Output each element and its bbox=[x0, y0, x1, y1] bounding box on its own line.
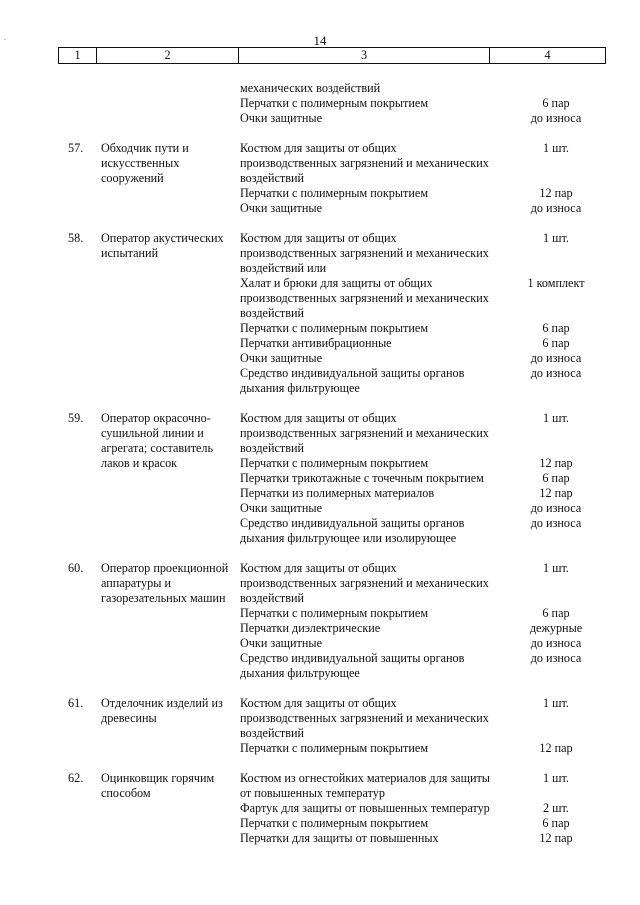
equipment-name: Фартук для защиты от повышенных температур bbox=[240, 801, 490, 815]
page-number: 14 bbox=[313, 33, 327, 48]
header-col-4: 4 bbox=[544, 48, 551, 62]
equipment-name: Перчатки с полимерным покрытием bbox=[240, 456, 429, 470]
equipment-item bbox=[240, 801, 604, 816]
equipment-item bbox=[240, 516, 604, 546]
header-col-2: 2 bbox=[97, 48, 239, 63]
table-row bbox=[58, 231, 604, 396]
equipment-item bbox=[240, 771, 604, 801]
profession-name: Оцинковщик горячим способом bbox=[101, 771, 215, 800]
equipment-quantity bbox=[490, 81, 604, 96]
equipment-name: Перчатки из полимерных материалов bbox=[240, 486, 435, 500]
equipment-quantity: 6 пар bbox=[542, 816, 570, 830]
equipment-quantity: 1 шт. bbox=[543, 696, 569, 710]
table-body bbox=[58, 81, 604, 861]
equipment-quantity: до износа bbox=[530, 516, 582, 530]
equipment-name: Перчатки с полимерным покрытием bbox=[240, 606, 429, 620]
equipment-name: Перчатки с полимерным покрытием bbox=[240, 96, 429, 110]
equipment-item bbox=[240, 606, 604, 621]
header-col-1: 1 bbox=[59, 48, 97, 63]
equipment-item bbox=[240, 471, 604, 486]
equipment-item bbox=[240, 411, 604, 456]
equipment-list bbox=[240, 411, 604, 546]
equipment-quantity: до износа bbox=[530, 111, 582, 125]
equipment-name: Перчатки для защиты от повышенных bbox=[240, 831, 439, 845]
equipment-item bbox=[240, 321, 604, 336]
equipment-quantity: до износа bbox=[530, 636, 582, 650]
table-row bbox=[58, 411, 604, 546]
table-row bbox=[58, 771, 604, 846]
equipment-quantity: до износа bbox=[530, 366, 582, 380]
equipment-name: Костюм из огнестойких материалов для защиты от повышенных температур bbox=[240, 771, 490, 800]
profession-name: Обходчик пути и искусственных сооружений bbox=[101, 141, 189, 185]
equipment-list bbox=[240, 561, 604, 681]
row-number: 59. bbox=[68, 411, 84, 425]
equipment-item bbox=[240, 276, 604, 321]
row-number: 57. bbox=[68, 141, 84, 155]
equipment-item bbox=[240, 621, 604, 636]
equipment-name: Очки защитные bbox=[240, 501, 322, 515]
equipment-quantity: 6 пар bbox=[542, 96, 570, 110]
equipment-name: Костюм для защиты от общих производственных загрязнений и механических воздействий bbox=[240, 141, 489, 185]
equipment-name: Средство индивидуальной защиты органов дыхания фильтрующее или изолирующее bbox=[240, 516, 465, 545]
equipment-quantity: 1 комплект bbox=[527, 276, 585, 290]
equipment-name: Перчатки с полимерным покрытием bbox=[240, 321, 429, 335]
equipment-name: Перчатки с полимерным покрытием bbox=[240, 186, 429, 200]
equipment-item bbox=[240, 741, 604, 756]
equipment-quantity: 6 пар bbox=[542, 606, 570, 620]
equipment-item bbox=[240, 696, 604, 741]
equipment-name: Перчатки трикотажные с точечным покрытием bbox=[240, 471, 484, 485]
equipment-quantity: дежурные bbox=[529, 621, 583, 635]
equipment-name: Перчатки антивибрационные bbox=[240, 336, 392, 350]
equipment-quantity: до износа bbox=[530, 651, 582, 665]
equipment-item bbox=[240, 201, 604, 216]
equipment-quantity: до износа bbox=[530, 201, 582, 215]
row-number bbox=[58, 81, 95, 126]
equipment-quantity: 1 шт. bbox=[543, 411, 569, 425]
equipment-item bbox=[240, 636, 604, 651]
equipment-item bbox=[240, 501, 604, 516]
row-number: 60. bbox=[68, 561, 84, 575]
equipment-quantity: 12 пар bbox=[539, 741, 573, 755]
equipment-name: Костюм для защиты от общих производственных загрязнений и механических воздействий bbox=[240, 411, 489, 455]
equipment-quantity: до износа bbox=[530, 501, 582, 515]
equipment-quantity: 1 шт. bbox=[543, 561, 569, 575]
equipment-quantity: 1 шт. bbox=[543, 141, 569, 155]
equipment-quantity: 6 пар bbox=[542, 471, 570, 485]
equipment-list bbox=[240, 141, 604, 216]
equipment-name: Средство индивидуальной защиты органов дыхания фильтрующее bbox=[240, 651, 465, 680]
equipment-item bbox=[240, 651, 604, 681]
equipment-name: Очки защитные bbox=[240, 111, 322, 125]
equipment-item bbox=[240, 456, 604, 471]
equipment-item bbox=[240, 336, 604, 351]
row-number: 61. bbox=[68, 696, 84, 710]
equipment-list bbox=[240, 696, 604, 756]
equipment-list bbox=[240, 231, 604, 396]
profession-name: Оператор акустических испытаний bbox=[101, 231, 224, 260]
equipment-item bbox=[240, 81, 604, 96]
profession-name bbox=[95, 81, 240, 126]
profession-name: Оператор проекционной аппаратуры и газорезательных машин bbox=[101, 561, 229, 605]
row-number: 62. bbox=[68, 771, 84, 785]
row-number: 58. bbox=[68, 231, 84, 245]
equipment-item bbox=[240, 366, 604, 396]
profession-name: Оператор окрасочно-сушильной линии и агрегата; составитель лаков и красок bbox=[101, 411, 214, 470]
equipment-list bbox=[240, 81, 604, 126]
table-row bbox=[58, 141, 604, 216]
equipment-item bbox=[240, 816, 604, 831]
equipment-name: Перчатки диэлектрические bbox=[240, 621, 381, 635]
equipment-name: Очки защитные bbox=[240, 201, 322, 215]
scan-mark: . bbox=[4, 33, 6, 42]
equipment-quantity: 1 шт. bbox=[543, 771, 569, 785]
equipment-quantity: 6 пар bbox=[542, 321, 570, 335]
table-row bbox=[58, 81, 604, 126]
equipment-name: механических воздействий bbox=[240, 81, 381, 95]
equipment-quantity: 6 пар bbox=[542, 336, 570, 350]
equipment-quantity: 12 пар bbox=[539, 831, 573, 845]
equipment-name: Костюм для защиты от общих производственных загрязнений и механических воздействий bbox=[240, 561, 489, 605]
equipment-item bbox=[240, 141, 604, 186]
equipment-name: Халат и брюки для защиты от общих производственных загрязнений и механических воздействий bbox=[240, 276, 489, 320]
equipment-quantity: 1 шт. bbox=[543, 231, 569, 245]
table-header bbox=[58, 47, 606, 64]
equipment-item bbox=[240, 486, 604, 501]
equipment-name: Перчатки с полимерным покрытием bbox=[240, 741, 429, 755]
header-col-3: 3 bbox=[239, 48, 490, 63]
equipment-list bbox=[240, 771, 604, 846]
equipment-name: Очки защитные bbox=[240, 636, 322, 650]
equipment-quantity: 12 пар bbox=[539, 456, 573, 470]
equipment-name: Очки защитные bbox=[240, 351, 322, 365]
equipment-quantity: 2 шт. bbox=[543, 801, 569, 815]
equipment-item bbox=[240, 561, 604, 606]
table-row bbox=[58, 561, 604, 681]
equipment-item bbox=[240, 111, 604, 126]
equipment-item bbox=[240, 231, 604, 276]
profession-name: Отделочник изделий из древесины bbox=[101, 696, 223, 725]
equipment-name: Костюм для защиты от общих производственных загрязнений и механических воздействий bbox=[240, 696, 489, 740]
table-row bbox=[58, 696, 604, 756]
equipment-item bbox=[240, 186, 604, 201]
equipment-name: Перчатки с полимерным покрытием bbox=[240, 816, 429, 830]
equipment-item bbox=[240, 96, 604, 111]
equipment-item bbox=[240, 351, 604, 366]
equipment-quantity: до износа bbox=[530, 351, 582, 365]
equipment-quantity: 12 пар bbox=[539, 486, 573, 500]
equipment-quantity: 12 пар bbox=[539, 186, 573, 200]
equipment-item bbox=[240, 831, 604, 846]
equipment-name: Средство индивидуальной защиты органов дыхания фильтрующее bbox=[240, 366, 465, 395]
equipment-name: Костюм для защиты от общих производственных загрязнений и механических воздействий или bbox=[240, 231, 489, 275]
